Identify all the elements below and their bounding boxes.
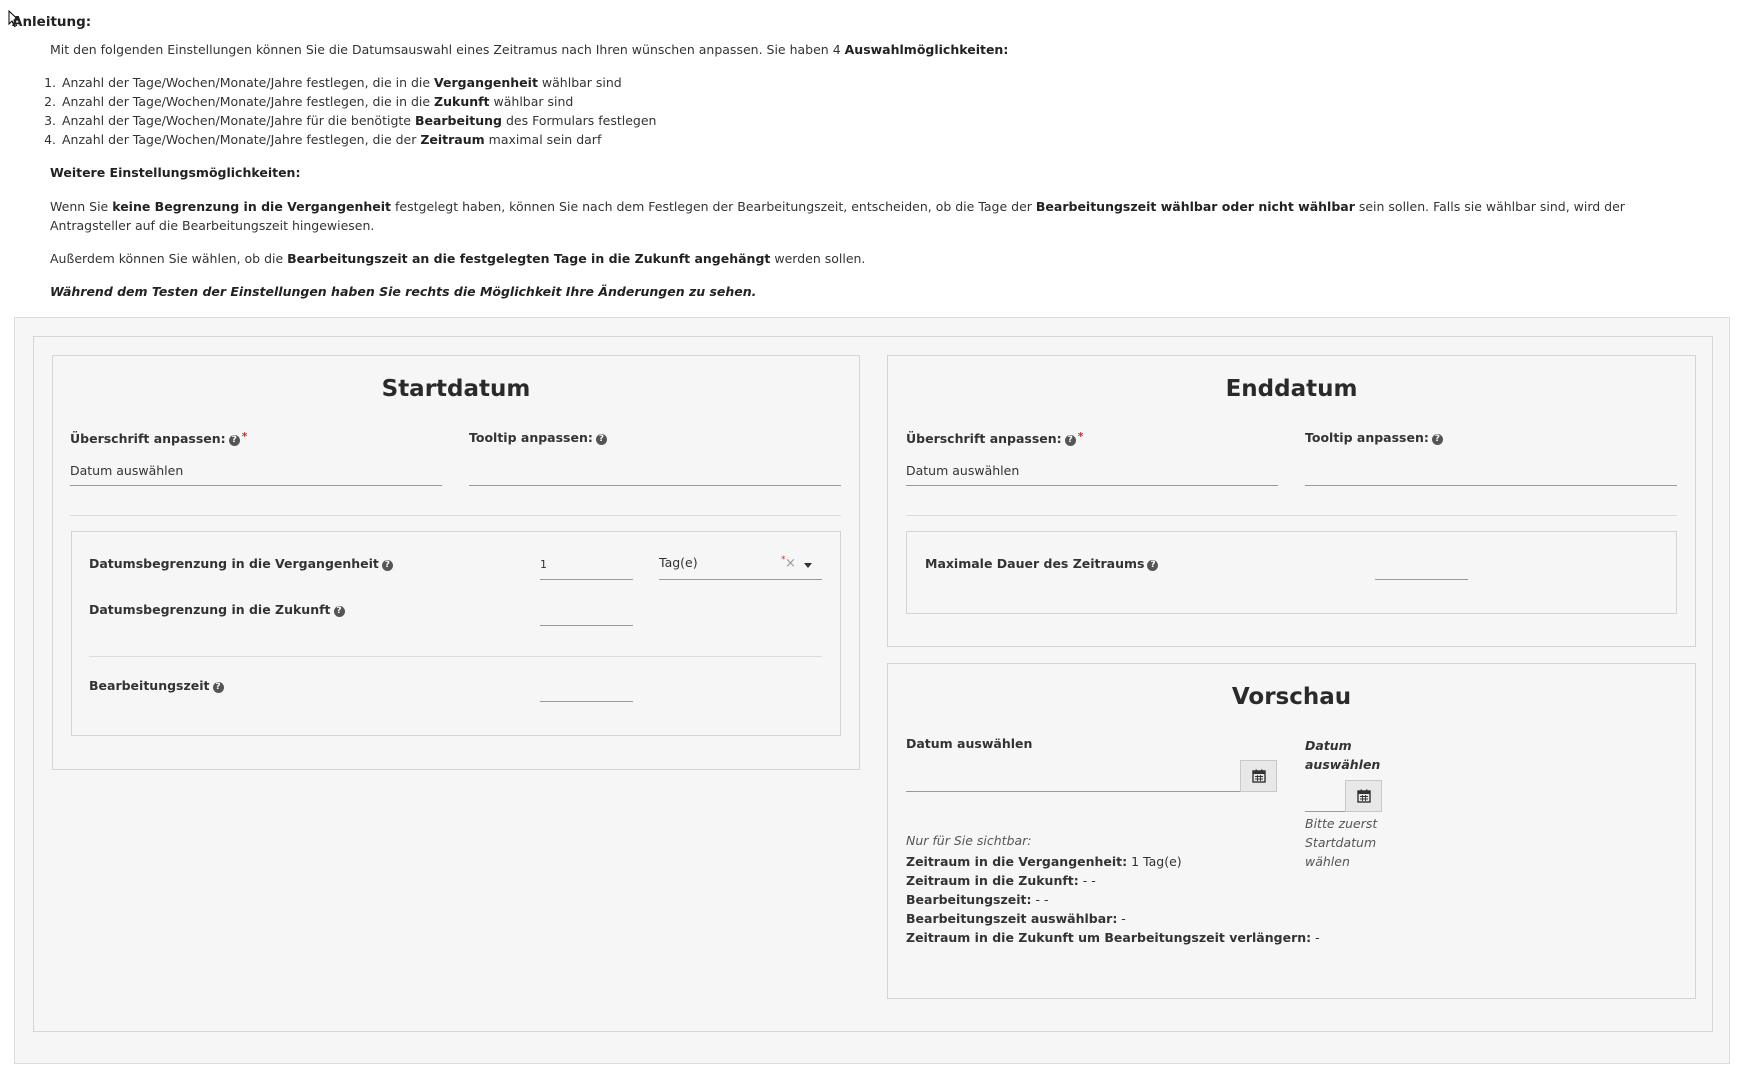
end-tooltip-label: Tooltip anpassen: ? xyxy=(1305,430,1443,445)
caret-down-icon[interactable] xyxy=(804,563,812,568)
required-marker: * xyxy=(781,555,786,565)
future-limit-input[interactable] xyxy=(540,602,633,626)
processing-time-input[interactable] xyxy=(540,678,633,702)
question-circle-icon[interactable]: ? xyxy=(1432,434,1443,445)
question-circle-icon[interactable]: ? xyxy=(596,434,607,445)
instructions-intro xyxy=(50,40,1702,59)
past-limit-label: Datumsbegrenzung in die Vergangenheit ? xyxy=(89,556,393,571)
instructions-para-2: Außerdem können Sie wählen, ob die Bearbeitungszeit an die festgelegten Tage in die Zukunft angehängt werden sollen. xyxy=(50,251,866,266)
more-settings-title: Weitere Einstellungsmöglichkeiten: xyxy=(50,165,301,180)
calendar-icon xyxy=(1357,789,1371,803)
past-limit-input[interactable] xyxy=(540,556,633,580)
start-tooltip-label: Tooltip anpassen: ? xyxy=(469,430,607,445)
divider xyxy=(89,656,822,657)
preview-end-hint: Bitte zuerst Startdatum wählen xyxy=(1305,816,1378,869)
instructions-para-1: Wenn Sie keine Begrenzung in die Vergangenheit festgelegt haben, können Sie nach dem Festlegen der Bearbeitungszeit, entscheiden, ob die Tage der Bearbeitungszeit wählbar oder nicht wählbar sein sollen. Falls sie wählbar sind, wird der Antragsteller auf die Bearbeitungszeit hingewiesen. xyxy=(50,199,1625,233)
info-row: Zeitraum in die Zukunft: - - xyxy=(906,873,1096,888)
preview-start-date-input[interactable] xyxy=(906,760,1240,792)
preview-info-list xyxy=(906,852,1320,947)
step-item: 1. Anzahl der Tage/Wochen/Monate/Jahre festlegen, die in die Vergangenheit wählbar sind xyxy=(60,73,656,92)
calendar-icon xyxy=(1252,769,1266,783)
visible-only-note: Nur für Sie sichtbar: xyxy=(906,833,1032,848)
step-item: 3. Anzahl der Tage/Wochen/Monate/Jahre für die benötigte Bearbeitung des Formulars festlegen xyxy=(60,111,656,130)
end-heading-input[interactable] xyxy=(906,461,1278,486)
divider xyxy=(906,515,1677,516)
clear-x-icon[interactable]: × xyxy=(785,556,796,571)
preview-end-date-input[interactable] xyxy=(1305,780,1345,812)
instructions-title: Anleitung: xyxy=(12,14,92,30)
info-row: Bearbeitungszeit auswählbar: - xyxy=(906,911,1126,926)
preview-start-label: Datum auswählen xyxy=(906,736,1033,751)
end-tooltip-input[interactable] xyxy=(1305,461,1677,486)
calendar-icon[interactable] xyxy=(1345,780,1382,812)
intro-text: Mit den folgenden Einstellungen können Sie die Datumsauswahl eines Zeitramus nach Ihren wünschen anpassen. Sie haben 4 xyxy=(50,42,845,57)
intro-bold: Auswahlmöglichkeiten: xyxy=(844,42,1009,57)
past-unit-select[interactable] xyxy=(659,553,822,580)
end-date-title: Enddatum xyxy=(1225,376,1358,402)
step-item: 4. Anzahl der Tage/Wochen/Monate/Jahre festlegen, die der Zeitraum maximal sein darf xyxy=(60,130,656,149)
processing-time-label: Bearbeitungszeit ? xyxy=(89,678,224,693)
question-circle-icon[interactable]: ? xyxy=(382,560,393,571)
preview-panel xyxy=(887,663,1696,999)
max-duration-label: Maximale Dauer des Zeitraums ? xyxy=(925,556,1158,571)
divider xyxy=(70,515,841,516)
question-circle-icon[interactable]: ? xyxy=(334,606,345,617)
future-limit-label: Datumsbegrenzung in die Zukunft ? xyxy=(89,602,345,617)
instructions-note: Während dem Testen der Einstellungen haben Sie rechts die Möglichkeit Ihre Änderungen zu sehen. xyxy=(50,284,757,299)
preview-end-label: Datum auswählen xyxy=(1305,738,1381,772)
start-date-title: Startdatum xyxy=(381,376,531,402)
end-heading-label: Überschrift anpassen: ? * xyxy=(906,430,1084,446)
question-circle-icon[interactable]: ? xyxy=(1065,435,1076,446)
step-item: 2. Anzahl der Tage/Wochen/Monate/Jahre festlegen, die in die Zukunft wählbar sind xyxy=(60,92,656,111)
info-row: Zeitraum in die Vergangenheit: 1 Tag(e) xyxy=(906,854,1182,869)
info-row: Bearbeitungszeit: - - xyxy=(906,892,1049,907)
start-heading-label: Überschrift anpassen: ? * xyxy=(70,430,248,446)
instructions-steps xyxy=(58,73,656,149)
question-circle-icon[interactable]: ? xyxy=(229,435,240,446)
calendar-icon[interactable] xyxy=(1240,760,1277,792)
end-max-box xyxy=(906,531,1677,614)
start-tooltip-input[interactable] xyxy=(469,461,841,486)
question-circle-icon[interactable]: ? xyxy=(213,682,224,693)
max-duration-input[interactable] xyxy=(1375,556,1468,580)
info-row: Zeitraum in die Zukunft um Bearbeitungszeit verlängern: - xyxy=(906,930,1320,945)
past-unit-value: Tag(e) xyxy=(659,555,698,570)
question-circle-icon[interactable]: ? xyxy=(1147,560,1158,571)
preview-title: Vorschau xyxy=(1231,684,1352,710)
start-heading-input[interactable] xyxy=(70,461,442,486)
